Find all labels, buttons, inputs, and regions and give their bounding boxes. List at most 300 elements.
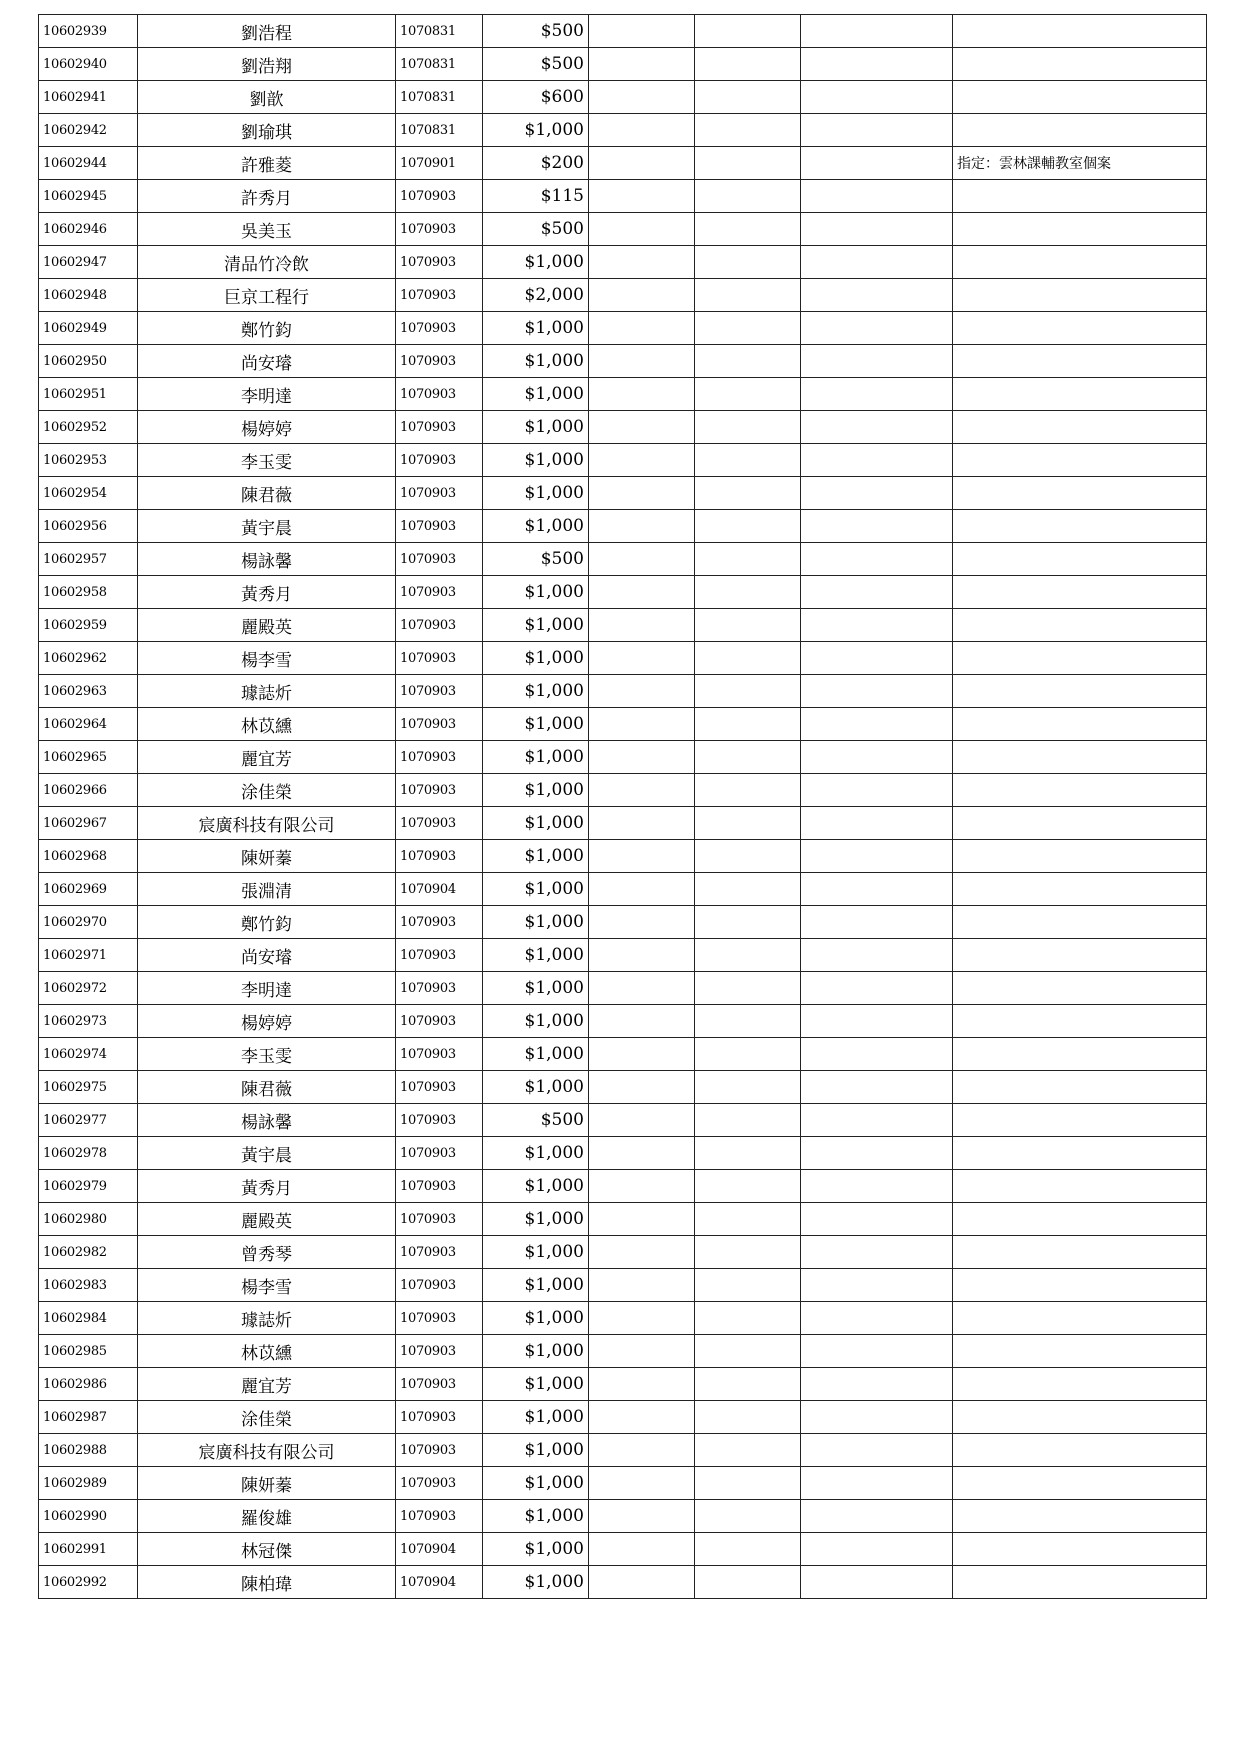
- blank-cell: [589, 180, 695, 213]
- blank-cell: [801, 114, 953, 147]
- donor-name-cell: 楊李雪: [138, 1269, 396, 1302]
- table-row: [39, 48, 1207, 81]
- amount-cell: $1,000: [483, 411, 589, 444]
- donor-name-cell: 陳君薇: [138, 1071, 396, 1104]
- table-row: [39, 1203, 1207, 1236]
- table-row: [39, 279, 1207, 312]
- donation-date-cell: 1070903: [396, 675, 483, 708]
- receipt-number-cell: 10602965: [39, 741, 138, 774]
- blank-cell: [695, 972, 801, 1005]
- blank-cell: [589, 378, 695, 411]
- blank-cell: [589, 1335, 695, 1368]
- note-cell: [953, 81, 1207, 114]
- blank-cell: [801, 15, 953, 48]
- blank-cell: [695, 873, 801, 906]
- amount-cell: $1,000: [483, 741, 589, 774]
- note-cell: [953, 1302, 1207, 1335]
- donor-name-cell: 麗宜芳: [138, 1368, 396, 1401]
- receipt-number-cell: 10602939: [39, 15, 138, 48]
- note-cell: [953, 1467, 1207, 1500]
- blank-cell: [801, 1203, 953, 1236]
- amount-cell: $1,000: [483, 345, 589, 378]
- blank-cell: [695, 246, 801, 279]
- note-cell: [953, 444, 1207, 477]
- donation-date-cell: 1070903: [396, 1500, 483, 1533]
- blank-cell: [589, 939, 695, 972]
- blank-cell: [589, 543, 695, 576]
- receipt-number-cell: 10602946: [39, 213, 138, 246]
- blank-cell: [695, 1170, 801, 1203]
- blank-cell: [801, 708, 953, 741]
- table-row: [39, 246, 1207, 279]
- table-row: [39, 939, 1207, 972]
- table-row: [39, 1533, 1207, 1566]
- table-row: [39, 1302, 1207, 1335]
- donation-date-cell: 1070903: [396, 1368, 483, 1401]
- blank-cell: [589, 1269, 695, 1302]
- blank-cell: [801, 576, 953, 609]
- blank-cell: [589, 411, 695, 444]
- blank-cell: [801, 1236, 953, 1269]
- blank-cell: [801, 873, 953, 906]
- note-cell: 指定：雲林課輔教室個案: [953, 147, 1207, 180]
- receipt-number-cell: 10602969: [39, 873, 138, 906]
- donor-name-cell: 楊詠馨: [138, 1104, 396, 1137]
- donation-date-cell: 1070903: [396, 246, 483, 279]
- receipt-number-cell: 10602971: [39, 939, 138, 972]
- blank-cell: [801, 543, 953, 576]
- blank-cell: [589, 345, 695, 378]
- amount-cell: $1,000: [483, 444, 589, 477]
- table-row: [39, 378, 1207, 411]
- donor-name-cell: 劉歆: [138, 81, 396, 114]
- donor-name-cell: 林苡纁: [138, 1335, 396, 1368]
- donation-date-cell: 1070903: [396, 510, 483, 543]
- donor-name-cell: 麗殿英: [138, 1203, 396, 1236]
- donor-name-cell: 麗宜芳: [138, 741, 396, 774]
- donation-date-cell: 1070903: [396, 444, 483, 477]
- amount-cell: $1,000: [483, 840, 589, 873]
- donor-name-cell: 陳妍蓁: [138, 1467, 396, 1500]
- blank-cell: [589, 279, 695, 312]
- table-row: [39, 477, 1207, 510]
- blank-cell: [695, 1434, 801, 1467]
- blank-cell: [589, 774, 695, 807]
- table-row: [39, 81, 1207, 114]
- donor-name-cell: 鄭竹鈞: [138, 906, 396, 939]
- amount-cell: $2,000: [483, 279, 589, 312]
- blank-cell: [589, 1368, 695, 1401]
- donor-name-cell: 許雅菱: [138, 147, 396, 180]
- blank-cell: [589, 246, 695, 279]
- donation-date-cell: 1070903: [396, 1203, 483, 1236]
- blank-cell: [589, 213, 695, 246]
- receipt-number-cell: 10602942: [39, 114, 138, 147]
- blank-cell: [695, 1269, 801, 1302]
- donation-date-cell: 1070903: [396, 378, 483, 411]
- blank-cell: [695, 1467, 801, 1500]
- amount-cell: $500: [483, 543, 589, 576]
- blank-cell: [801, 840, 953, 873]
- table-row: [39, 147, 1207, 180]
- receipt-number-cell: 10602962: [39, 642, 138, 675]
- note-cell: [953, 840, 1207, 873]
- donation-date-cell: 1070904: [396, 1533, 483, 1566]
- amount-cell: $1,000: [483, 378, 589, 411]
- amount-cell: $1,000: [483, 510, 589, 543]
- table-row: [39, 741, 1207, 774]
- amount-cell: $1,000: [483, 609, 589, 642]
- blank-cell: [695, 477, 801, 510]
- donor-name-cell: 曾秀琴: [138, 1236, 396, 1269]
- table-row: [39, 312, 1207, 345]
- note-cell: [953, 1005, 1207, 1038]
- blank-cell: [801, 213, 953, 246]
- note-cell: [953, 1533, 1207, 1566]
- donor-name-cell: 麗殿英: [138, 609, 396, 642]
- donation-date-cell: 1070903: [396, 1005, 483, 1038]
- blank-cell: [801, 1170, 953, 1203]
- blank-cell: [801, 906, 953, 939]
- blank-cell: [695, 378, 801, 411]
- donor-name-cell: 李明達: [138, 972, 396, 1005]
- donor-name-cell: 李明達: [138, 378, 396, 411]
- table-row: [39, 1071, 1207, 1104]
- amount-cell: $1,000: [483, 1434, 589, 1467]
- blank-cell: [801, 1533, 953, 1566]
- blank-cell: [695, 213, 801, 246]
- table-row: [39, 1236, 1207, 1269]
- receipt-number-cell: 10602953: [39, 444, 138, 477]
- donor-name-cell: 吳美玉: [138, 213, 396, 246]
- blank-cell: [695, 81, 801, 114]
- blank-cell: [801, 1401, 953, 1434]
- donation-date-cell: 1070903: [396, 477, 483, 510]
- table-row: [39, 807, 1207, 840]
- receipt-number-cell: 10602952: [39, 411, 138, 444]
- amount-cell: $1,000: [483, 1137, 589, 1170]
- note-cell: [953, 1071, 1207, 1104]
- donor-name-cell: 巨京工程行: [138, 279, 396, 312]
- receipt-number-cell: 10602977: [39, 1104, 138, 1137]
- blank-cell: [589, 1566, 695, 1599]
- donation-date-cell: 1070903: [396, 939, 483, 972]
- blank-cell: [589, 477, 695, 510]
- note-cell: [953, 246, 1207, 279]
- blank-cell: [801, 246, 953, 279]
- receipt-number-cell: 10602978: [39, 1137, 138, 1170]
- table-row: [39, 840, 1207, 873]
- donation-date-cell: 1070903: [396, 345, 483, 378]
- blank-cell: [695, 1137, 801, 1170]
- receipt-number-cell: 10602964: [39, 708, 138, 741]
- blank-cell: [695, 642, 801, 675]
- blank-cell: [589, 1236, 695, 1269]
- donor-name-cell: 林苡纁: [138, 708, 396, 741]
- note-cell: [953, 807, 1207, 840]
- blank-cell: [589, 15, 695, 48]
- receipt-number-cell: 10602951: [39, 378, 138, 411]
- donor-name-cell: 楊婷婷: [138, 1005, 396, 1038]
- blank-cell: [695, 1368, 801, 1401]
- blank-cell: [589, 807, 695, 840]
- blank-cell: [695, 840, 801, 873]
- donor-name-cell: 黃宇晨: [138, 510, 396, 543]
- amount-cell: $1,000: [483, 1203, 589, 1236]
- blank-cell: [695, 15, 801, 48]
- donation-date-cell: 1070903: [396, 1236, 483, 1269]
- blank-cell: [695, 939, 801, 972]
- amount-cell: $1,000: [483, 1236, 589, 1269]
- amount-cell: $1,000: [483, 1005, 589, 1038]
- blank-cell: [589, 1104, 695, 1137]
- receipt-number-cell: 10602941: [39, 81, 138, 114]
- donation-date-cell: 1070903: [396, 411, 483, 444]
- amount-cell: $1,000: [483, 675, 589, 708]
- receipt-number-cell: 10602950: [39, 345, 138, 378]
- receipt-number-cell: 10602984: [39, 1302, 138, 1335]
- donor-name-cell: 涂佳榮: [138, 1401, 396, 1434]
- blank-cell: [695, 345, 801, 378]
- note-cell: [953, 477, 1207, 510]
- amount-cell: $1,000: [483, 1170, 589, 1203]
- donation-date-cell: 1070903: [396, 213, 483, 246]
- amount-cell: $1,000: [483, 1401, 589, 1434]
- amount-cell: $1,000: [483, 1071, 589, 1104]
- donation-date-cell: 1070831: [396, 48, 483, 81]
- amount-cell: $1,000: [483, 576, 589, 609]
- blank-cell: [695, 708, 801, 741]
- note-cell: [953, 1500, 1207, 1533]
- blank-cell: [589, 1170, 695, 1203]
- blank-cell: [801, 1368, 953, 1401]
- blank-cell: [695, 1500, 801, 1533]
- receipt-number-cell: 10602959: [39, 609, 138, 642]
- blank-cell: [695, 543, 801, 576]
- blank-cell: [589, 510, 695, 543]
- amount-cell: $1,000: [483, 873, 589, 906]
- amount-cell: $500: [483, 213, 589, 246]
- note-cell: [953, 1038, 1207, 1071]
- amount-cell: $1,000: [483, 906, 589, 939]
- receipt-number-cell: 10602980: [39, 1203, 138, 1236]
- amount-cell: $1,000: [483, 114, 589, 147]
- table-row: [39, 642, 1207, 675]
- donation-date-cell: 1070903: [396, 972, 483, 1005]
- amount-cell: $1,000: [483, 807, 589, 840]
- donation-date-cell: 1070903: [396, 1137, 483, 1170]
- blank-cell: [801, 312, 953, 345]
- note-cell: [953, 543, 1207, 576]
- table-row: [39, 1335, 1207, 1368]
- receipt-number-cell: 10602985: [39, 1335, 138, 1368]
- receipt-number-cell: 10602957: [39, 543, 138, 576]
- donor-name-cell: 陳柏瑋: [138, 1566, 396, 1599]
- donation-date-cell: 1070903: [396, 1434, 483, 1467]
- receipt-number-cell: 10602990: [39, 1500, 138, 1533]
- blank-cell: [801, 609, 953, 642]
- note-cell: [953, 1170, 1207, 1203]
- note-cell: [953, 213, 1207, 246]
- amount-cell: $1,000: [483, 312, 589, 345]
- amount-cell: $1,000: [483, 1467, 589, 1500]
- note-cell: [953, 1368, 1207, 1401]
- blank-cell: [695, 180, 801, 213]
- table-row: [39, 114, 1207, 147]
- blank-cell: [589, 741, 695, 774]
- table-row: [39, 1038, 1207, 1071]
- blank-cell: [801, 1467, 953, 1500]
- blank-cell: [801, 1038, 953, 1071]
- donation-date-cell: 1070903: [396, 906, 483, 939]
- donor-name-cell: 羅俊雄: [138, 1500, 396, 1533]
- blank-cell: [589, 972, 695, 1005]
- donation-date-cell: 1070903: [396, 1401, 483, 1434]
- receipt-number-cell: 10602986: [39, 1368, 138, 1401]
- blank-cell: [589, 147, 695, 180]
- table-row: [39, 873, 1207, 906]
- table-row: [39, 1005, 1207, 1038]
- blank-cell: [695, 1005, 801, 1038]
- receipt-number-cell: 10602945: [39, 180, 138, 213]
- amount-cell: $1,000: [483, 1566, 589, 1599]
- receipt-number-cell: 10602963: [39, 675, 138, 708]
- amount-cell: $1,000: [483, 1533, 589, 1566]
- amount-cell: $1,000: [483, 1500, 589, 1533]
- blank-cell: [589, 1071, 695, 1104]
- table-row: [39, 444, 1207, 477]
- table-row: [39, 972, 1207, 1005]
- table-row: [39, 774, 1207, 807]
- table-row: [39, 1500, 1207, 1533]
- blank-cell: [801, 378, 953, 411]
- amount-cell: $1,000: [483, 774, 589, 807]
- blank-cell: [589, 609, 695, 642]
- amount-cell: $1,000: [483, 1038, 589, 1071]
- amount-cell: $1,000: [483, 1335, 589, 1368]
- blank-cell: [589, 81, 695, 114]
- receipt-number-cell: 10602948: [39, 279, 138, 312]
- note-cell: [953, 48, 1207, 81]
- table-row: [39, 1467, 1207, 1500]
- donation-date-cell: 1070903: [396, 1302, 483, 1335]
- note-cell: [953, 906, 1207, 939]
- table-row: [39, 15, 1207, 48]
- donation-date-cell: 1070831: [396, 114, 483, 147]
- donation-date-cell: 1070903: [396, 741, 483, 774]
- blank-cell: [801, 1137, 953, 1170]
- blank-cell: [589, 873, 695, 906]
- donor-name-cell: 黃秀月: [138, 1170, 396, 1203]
- donor-name-cell: 涂佳榮: [138, 774, 396, 807]
- receipt-number-cell: 10602949: [39, 312, 138, 345]
- blank-cell: [589, 642, 695, 675]
- donation-date-cell: 1070903: [396, 840, 483, 873]
- note-cell: [953, 972, 1207, 1005]
- blank-cell: [801, 1500, 953, 1533]
- blank-cell: [695, 1038, 801, 1071]
- blank-cell: [589, 576, 695, 609]
- blank-cell: [801, 1269, 953, 1302]
- receipt-number-cell: 10602991: [39, 1533, 138, 1566]
- note-cell: [953, 1335, 1207, 1368]
- blank-cell: [589, 1434, 695, 1467]
- note-cell: [953, 1434, 1207, 1467]
- blank-cell: [801, 444, 953, 477]
- donation-date-cell: 1070903: [396, 708, 483, 741]
- note-cell: [953, 576, 1207, 609]
- amount-cell: $500: [483, 48, 589, 81]
- blank-cell: [695, 48, 801, 81]
- donor-name-cell: 尚安璿: [138, 939, 396, 972]
- amount-cell: $1,000: [483, 972, 589, 1005]
- blank-cell: [801, 81, 953, 114]
- donor-name-cell: 宸廣科技有限公司: [138, 807, 396, 840]
- receipt-number-cell: 10602987: [39, 1401, 138, 1434]
- donor-name-cell: 林冠傑: [138, 1533, 396, 1566]
- blank-cell: [589, 1038, 695, 1071]
- blank-cell: [695, 1566, 801, 1599]
- donor-name-cell: 鄭竹鈞: [138, 312, 396, 345]
- amount-cell: $200: [483, 147, 589, 180]
- note-cell: [953, 609, 1207, 642]
- donor-name-cell: 清品竹冷飲: [138, 246, 396, 279]
- table-row: [39, 609, 1207, 642]
- blank-cell: [801, 1335, 953, 1368]
- donation-date-cell: 1070903: [396, 1104, 483, 1137]
- note-cell: [953, 873, 1207, 906]
- receipt-number-cell: 10602970: [39, 906, 138, 939]
- table-row: [39, 213, 1207, 246]
- blank-cell: [801, 1434, 953, 1467]
- blank-cell: [801, 411, 953, 444]
- receipt-number-cell: 10602956: [39, 510, 138, 543]
- blank-cell: [695, 675, 801, 708]
- note-cell: [953, 1104, 1207, 1137]
- receipt-number-cell: 10602983: [39, 1269, 138, 1302]
- blank-cell: [801, 1566, 953, 1599]
- blank-cell: [695, 147, 801, 180]
- blank-cell: [801, 279, 953, 312]
- note-cell: [953, 1269, 1207, 1302]
- table-row: [39, 1434, 1207, 1467]
- blank-cell: [589, 1401, 695, 1434]
- receipt-number-cell: 10602989: [39, 1467, 138, 1500]
- note-cell: [953, 1203, 1207, 1236]
- donor-name-cell: 張淵清: [138, 873, 396, 906]
- blank-cell: [589, 312, 695, 345]
- table-row: [39, 180, 1207, 213]
- table-row: [39, 675, 1207, 708]
- blank-cell: [801, 147, 953, 180]
- donor-name-cell: 楊婷婷: [138, 411, 396, 444]
- table-row: [39, 576, 1207, 609]
- donation-date-cell: 1070903: [396, 609, 483, 642]
- receipt-number-cell: 10602954: [39, 477, 138, 510]
- blank-cell: [695, 1236, 801, 1269]
- amount-cell: $1,000: [483, 708, 589, 741]
- note-cell: [953, 114, 1207, 147]
- donor-name-cell: 楊詠馨: [138, 543, 396, 576]
- donor-name-cell: 李玉雯: [138, 1038, 396, 1071]
- amount-cell: $1,000: [483, 642, 589, 675]
- blank-cell: [695, 576, 801, 609]
- blank-cell: [589, 48, 695, 81]
- note-cell: [953, 708, 1207, 741]
- donation-date-cell: 1070903: [396, 1170, 483, 1203]
- note-cell: [953, 1137, 1207, 1170]
- donation-date-cell: 1070903: [396, 180, 483, 213]
